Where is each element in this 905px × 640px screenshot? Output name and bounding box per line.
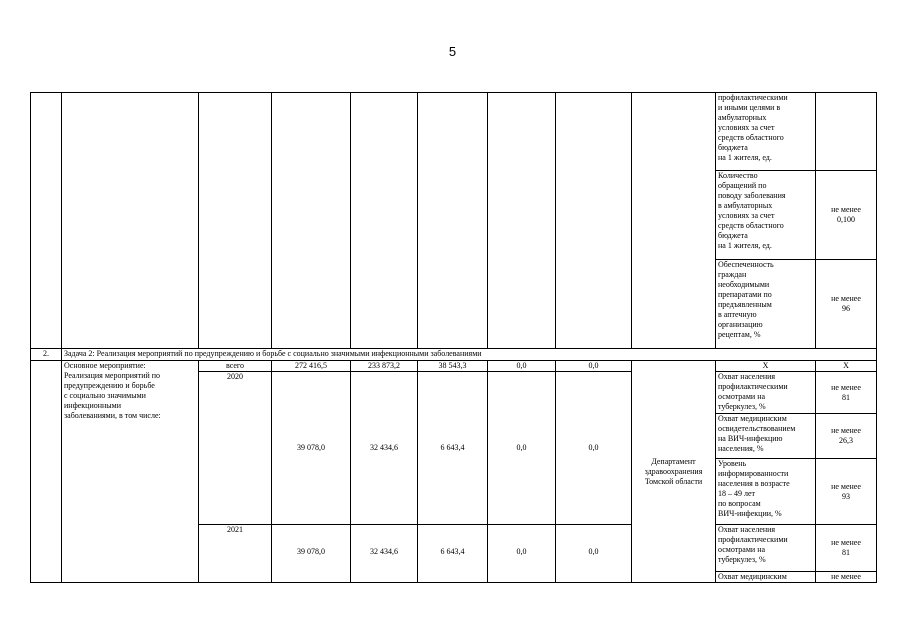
- value-total: 0,0: [556, 361, 632, 372]
- period-total: всего: [199, 361, 272, 372]
- indicator-text: Охват населения профилактическими осмотрами на туберкулез, %: [716, 372, 816, 414]
- value-year: 32 434,6: [351, 372, 418, 525]
- cell-num-cont: [31, 93, 62, 349]
- period-year: 2021: [199, 525, 272, 583]
- cell-exec-cont: [632, 93, 716, 349]
- page-number: 5: [448, 44, 457, 59]
- value-total: 38 543,3: [418, 361, 488, 372]
- cell-v3-cont: [418, 93, 488, 349]
- value-year: 0,0: [556, 372, 632, 525]
- indicator-total: Х: [716, 361, 816, 372]
- value-total: 0,0: [488, 361, 556, 372]
- cell-period-cont: [199, 93, 272, 349]
- indicator-value: [816, 93, 877, 171]
- indicator-text: Обеспеченность граждан необходимыми препаратами по предъявленным в аптечную организацию рецептам, %: [716, 260, 816, 349]
- value-year: 39 078,0: [272, 525, 351, 583]
- indicator-text: Охват медицинским: [716, 572, 816, 583]
- value-year: 6 643,4: [418, 372, 488, 525]
- value-year: 0,0: [488, 525, 556, 583]
- cell-v5-cont: [556, 93, 632, 349]
- indicator-text: Охват населения профилактическими осмотрами на туберкулез, %: [716, 525, 816, 572]
- indicator-text: профилактическими и иными целями в амбулаторных условиях за счет средств областного бюджета на 1 жителя, ед.: [716, 93, 816, 171]
- cell-name-cont: [62, 93, 199, 349]
- indicator-value: не менее 81: [816, 525, 877, 572]
- value-year: 39 078,0: [272, 372, 351, 525]
- value-year: 6 643,4: [418, 525, 488, 583]
- cell-v4-cont: [488, 93, 556, 349]
- indicator-value-total: Х: [816, 361, 877, 372]
- cell-v2-cont: [351, 93, 418, 349]
- indicator-text: Охват медицинским освидетельствованием на ВИЧ-инфекцию населения, %: [716, 414, 816, 459]
- indicator-text: Количество обращений по поводу заболевания в амбулаторных условиях за счет средств областного бюджета на 1 жителя, ед.: [716, 171, 816, 260]
- period-year: 2020: [199, 372, 272, 525]
- cell-num-empty: [31, 361, 62, 583]
- indicator-text: Уровень информированности населения в возрасте 18 – 49 лет по вопросам ВИЧ-инфекции, %: [716, 459, 816, 525]
- indicator-value: не менее 81: [816, 372, 877, 414]
- executor: Департамент здравоохранения Томской области: [632, 361, 716, 583]
- task-title: Задача 2: Реализация мероприятий по предупреждению и борьбе с социально значимыми инфекционными заболеваниями: [62, 349, 877, 361]
- indicator-value: не менее: [816, 572, 877, 583]
- cell-v1-cont: [272, 93, 351, 349]
- indicator-value: не менее 96: [816, 260, 877, 349]
- activity-name: Основное мероприятие: Реализация мероприятий по предупреждению и борьбе с социально значимыми инфекционными заболеваниями, в том числе:: [62, 361, 199, 583]
- value-year: 0,0: [556, 525, 632, 583]
- value-total: 272 416,5: [272, 361, 351, 372]
- indicator-value: не менее 0,100: [816, 171, 877, 260]
- program-table: [30, 92, 877, 583]
- value-year: 0,0: [488, 372, 556, 525]
- value-total: 233 873,2: [351, 361, 418, 372]
- task-number: 2.: [31, 349, 62, 361]
- indicator-value: не менее 93: [816, 459, 877, 525]
- indicator-value: не менее 26,3: [816, 414, 877, 459]
- value-year: 32 434,6: [351, 525, 418, 583]
